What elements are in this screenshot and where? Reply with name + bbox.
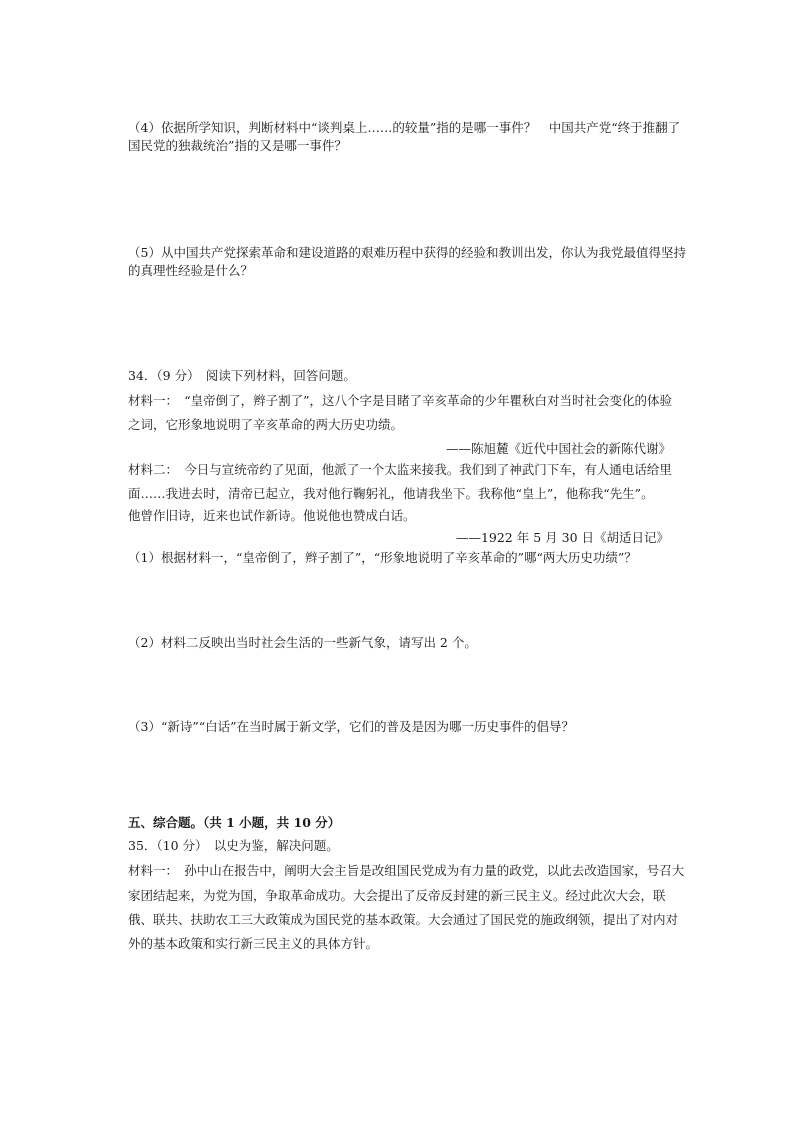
q34-material2-line2: 面……我进去时，清帝已起立，我对他行鞠躬礼，他请我坐下。我称他“皇上”，他称我“先生”。 bbox=[128, 486, 654, 501]
section5-title: 五、综合题。（共 1 小题，共 10 分） bbox=[128, 815, 341, 830]
q34-material1-line1: 材料一： “皇帝倒了，辫子割了”，这八个字是目睹了辛亥革命的少年瞿秋白对当时社会变化的体验 bbox=[128, 393, 673, 408]
q34-header: 34．（9 分） 阅读下列材料，回答问题。 bbox=[128, 368, 356, 383]
q35-material1-line1: 材料一： 孙中山在报告中，阐明大会主旨是改组国民党成为有力量的政党，以此去改造国家，号召大 bbox=[128, 863, 685, 878]
q34-material2-line1: 材料二： 今日与宣统帝约了见面，他派了一个太监来接我。我们到了神武门下车，有人通电话给里 bbox=[128, 462, 672, 477]
q4-text-line1: （4）依据所学知识，判断材料中“谈判桌上……的较量”指的是哪一事件？ 中国共产党“终于推翻了 bbox=[128, 120, 681, 135]
q4-text-line2: 国民党的独裁统治”指的又是哪一事件？ bbox=[128, 138, 347, 153]
q35-material1-line3: 俄、联共、扶助农工三大政策成为国民党的基本政策。大会通过了国民党的施政纲领，提出了对内对 bbox=[128, 912, 679, 927]
q34-sub1: （1）根据材料一，“皇帝倒了，辫子割了”，“形象地说明了辛亥革命的”哪“两大历史功绩”？ bbox=[128, 550, 637, 565]
q34-material2-line3: 他曾作旧诗，近来也试作新诗。他说他也赞成白话。 bbox=[128, 508, 416, 523]
q34-material2-source: ——1922 年 5 月 30 日《胡适日记》 bbox=[455, 530, 669, 545]
q5-text-line1: （5）从中国共产党探索革命和建设道路的艰难历程中获得的经验和教训出发，你认为我党最值得坚持 bbox=[128, 245, 686, 260]
q5-text-line2: 的真理性经验是什么？ bbox=[128, 263, 254, 278]
q35-header: 35．（10 分） 以史为鉴，解决问题。 bbox=[128, 838, 339, 853]
q34-sub3: （3）“新诗”“白话”在当时属于新文学，它们的普及是因为哪一历史事件的倡导？ bbox=[128, 719, 575, 734]
q35-material1-line2: 家团结起来，为党为国，争取革命成功。大会提出了反帝反封建的新三民主义。经过此次大会，联 bbox=[128, 888, 666, 903]
q35-material1-line4: 外的基本政策和实行新三民主义的具体方针。 bbox=[128, 936, 379, 951]
q34-sub2: （2）材料二反映出当时社会生活的一些新气象，请写出 2 个。 bbox=[128, 635, 477, 650]
q34-material1-line2: 之词，它形象地说明了辛亥革命的两大历史功绩。 bbox=[128, 417, 404, 432]
q34-material1-source: ——陈旭麓《近代中国社会的新陈代谢》 bbox=[445, 441, 671, 456]
